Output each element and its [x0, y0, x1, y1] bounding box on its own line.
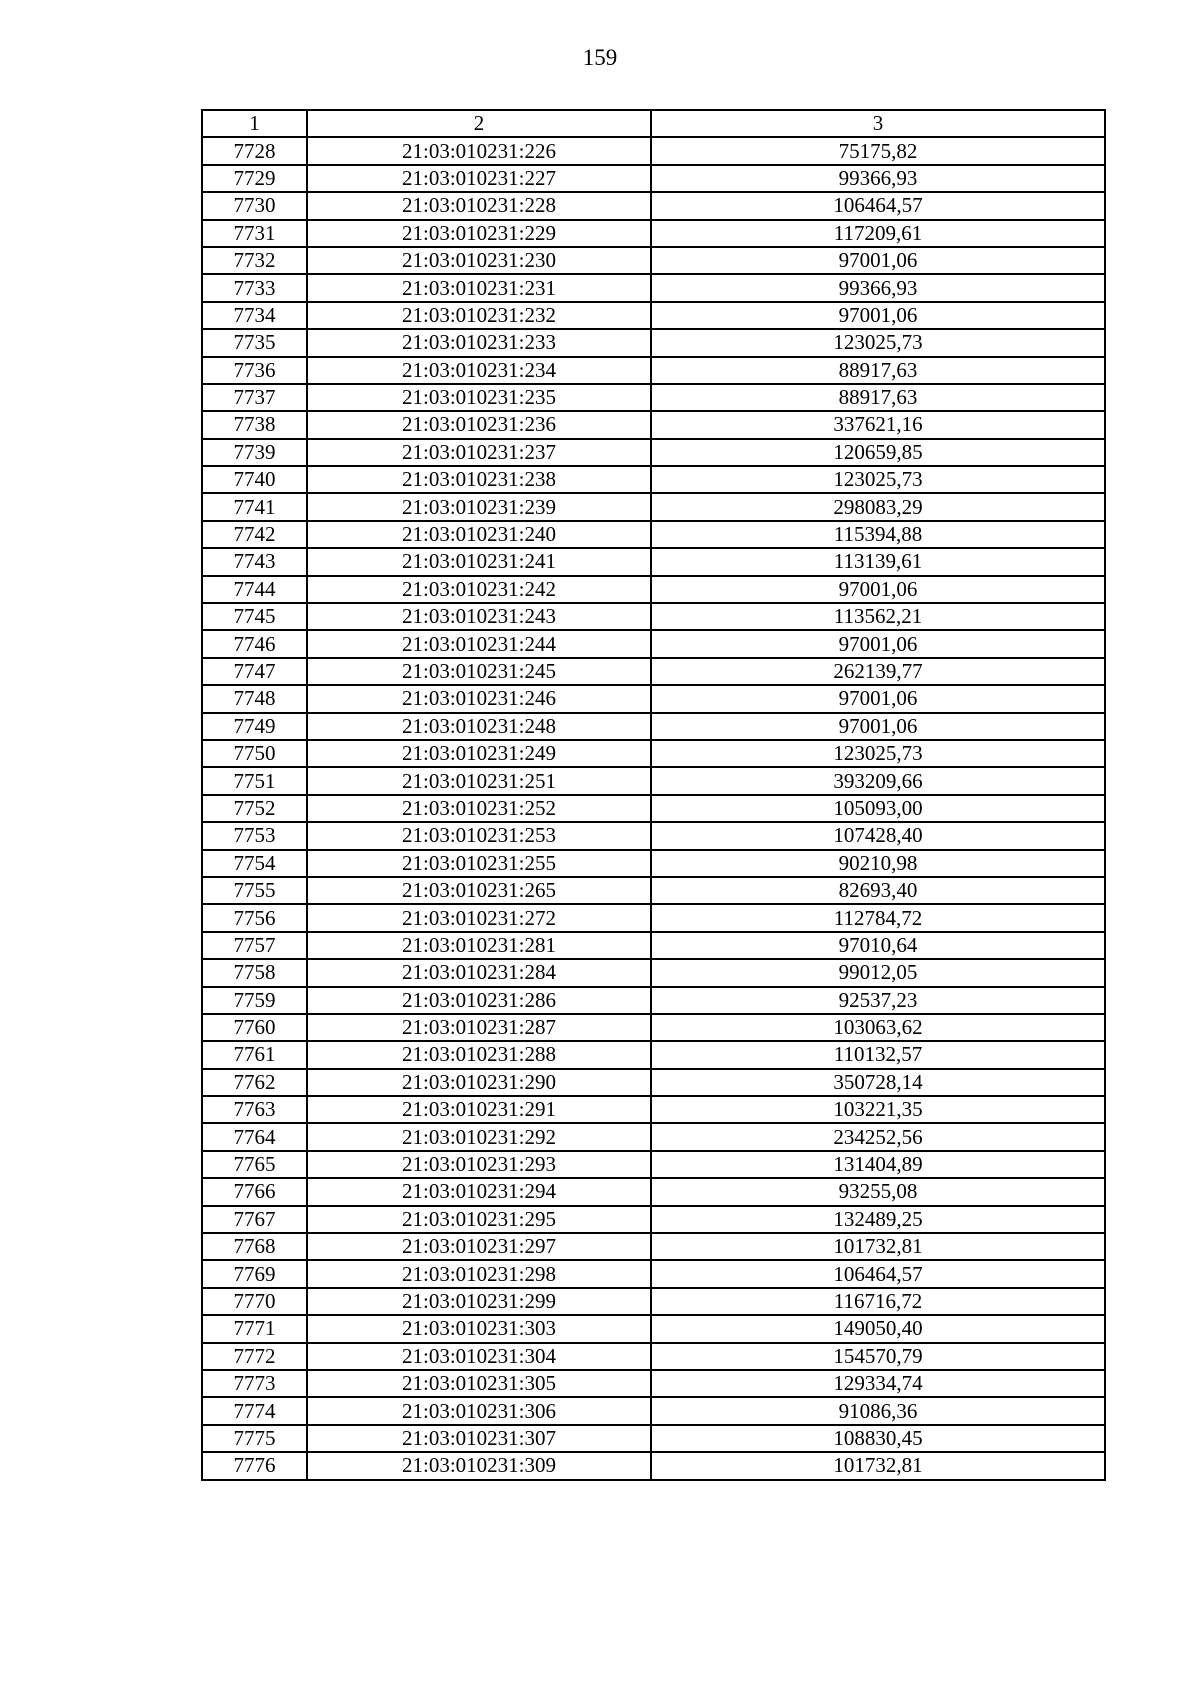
table-row [202, 822, 1105, 849]
table-row [202, 493, 1105, 520]
table-row [202, 1343, 1105, 1370]
cadastral-number-cell: 21:03:010231:306 [307, 1397, 651, 1424]
value-cell: 123025,73 [651, 740, 1105, 767]
row-number-cell: 7739 [202, 439, 307, 466]
header-col-1: 1 [202, 110, 307, 137]
value-cell: 131404,89 [651, 1151, 1105, 1178]
cadastral-number-cell: 21:03:010231:303 [307, 1315, 651, 1342]
cadastral-number-cell: 21:03:010231:239 [307, 493, 651, 520]
row-number-cell: 7728 [202, 137, 307, 164]
table-row [202, 1425, 1105, 1452]
cadastral-number-cell: 21:03:010231:240 [307, 521, 651, 548]
value-cell: 90210,98 [651, 850, 1105, 877]
cadastral-number-cell: 21:03:010231:291 [307, 1096, 651, 1123]
row-number-cell: 7749 [202, 713, 307, 740]
table-row [202, 329, 1105, 356]
value-cell: 337621,16 [651, 411, 1105, 438]
cadastral-number-cell: 21:03:010231:234 [307, 357, 651, 384]
cadastral-number-cell: 21:03:010231:288 [307, 1041, 651, 1068]
value-cell: 120659,85 [651, 439, 1105, 466]
cadastral-number-cell: 21:03:010231:229 [307, 220, 651, 247]
row-number-cell: 7746 [202, 630, 307, 657]
cadastral-number-cell: 21:03:010231:295 [307, 1206, 651, 1233]
table-row [202, 1069, 1105, 1096]
header-col-3: 3 [651, 110, 1105, 137]
cadastral-number-cell: 21:03:010231:233 [307, 329, 651, 356]
table-row [202, 904, 1105, 931]
row-number-cell: 7735 [202, 329, 307, 356]
value-cell: 101732,81 [651, 1452, 1105, 1479]
row-number-cell: 7742 [202, 521, 307, 548]
row-number-cell: 7744 [202, 576, 307, 603]
row-number-cell: 7762 [202, 1069, 307, 1096]
cadastral-number-cell: 21:03:010231:226 [307, 137, 651, 164]
value-cell: 91086,36 [651, 1397, 1105, 1424]
cadastral-number-cell: 21:03:010231:228 [307, 192, 651, 219]
data-table [201, 109, 1106, 1481]
value-cell: 97001,06 [651, 713, 1105, 740]
row-number-cell: 7758 [202, 959, 307, 986]
table-row [202, 1096, 1105, 1123]
row-number-cell: 7767 [202, 1206, 307, 1233]
row-number-cell: 7765 [202, 1151, 307, 1178]
row-number-cell: 7751 [202, 767, 307, 794]
table-row [202, 1014, 1105, 1041]
value-cell: 129334,74 [651, 1370, 1105, 1397]
value-cell: 234252,56 [651, 1123, 1105, 1150]
row-number-cell: 7770 [202, 1288, 307, 1315]
value-cell: 132489,25 [651, 1206, 1105, 1233]
table-row [202, 220, 1105, 247]
value-cell: 123025,73 [651, 466, 1105, 493]
table-row [202, 1151, 1105, 1178]
row-number-cell: 7769 [202, 1260, 307, 1287]
cadastral-number-cell: 21:03:010231:292 [307, 1123, 651, 1150]
value-cell: 88917,63 [651, 384, 1105, 411]
cadastral-number-cell: 21:03:010231:284 [307, 959, 651, 986]
row-number-cell: 7752 [202, 795, 307, 822]
table-row [202, 740, 1105, 767]
value-cell: 97001,06 [651, 576, 1105, 603]
cadastral-number-cell: 21:03:010231:238 [307, 466, 651, 493]
row-number-cell: 7756 [202, 904, 307, 931]
cadastral-number-cell: 21:03:010231:249 [307, 740, 651, 767]
header-row [202, 110, 1105, 137]
table-row [202, 877, 1105, 904]
row-number-cell: 7757 [202, 932, 307, 959]
value-cell: 107428,40 [651, 822, 1105, 849]
value-cell: 123025,73 [651, 329, 1105, 356]
row-number-cell: 7731 [202, 220, 307, 247]
cadastral-number-cell: 21:03:010231:253 [307, 822, 651, 849]
table-row [202, 1260, 1105, 1287]
value-cell: 112784,72 [651, 904, 1105, 931]
row-number-cell: 7755 [202, 877, 307, 904]
row-number-cell: 7736 [202, 357, 307, 384]
cadastral-number-cell: 21:03:010231:227 [307, 165, 651, 192]
value-cell: 154570,79 [651, 1343, 1105, 1370]
cadastral-number-cell: 21:03:010231:255 [307, 850, 651, 877]
table-row [202, 357, 1105, 384]
table-row [202, 1206, 1105, 1233]
cadastral-number-cell: 21:03:010231:307 [307, 1425, 651, 1452]
table-row [202, 932, 1105, 959]
table-row [202, 658, 1105, 685]
table-row [202, 165, 1105, 192]
value-cell: 99366,93 [651, 274, 1105, 301]
table-row [202, 548, 1105, 575]
value-cell: 97001,06 [651, 302, 1105, 329]
cadastral-number-cell: 21:03:010231:231 [307, 274, 651, 301]
table-row [202, 1397, 1105, 1424]
row-number-cell: 7763 [202, 1096, 307, 1123]
table-row [202, 1370, 1105, 1397]
value-cell: 97001,06 [651, 630, 1105, 657]
cadastral-number-cell: 21:03:010231:298 [307, 1260, 651, 1287]
row-number-cell: 7740 [202, 466, 307, 493]
row-number-cell: 7745 [202, 603, 307, 630]
row-number-cell: 7766 [202, 1178, 307, 1205]
value-cell: 99366,93 [651, 165, 1105, 192]
row-number-cell: 7759 [202, 987, 307, 1014]
table-body [202, 137, 1105, 1479]
value-cell: 106464,57 [651, 1260, 1105, 1287]
row-number-cell: 7729 [202, 165, 307, 192]
cadastral-number-cell: 21:03:010231:245 [307, 658, 651, 685]
value-cell: 115394,88 [651, 521, 1105, 548]
table-row [202, 1123, 1105, 1150]
value-cell: 106464,57 [651, 192, 1105, 219]
row-number-cell: 7733 [202, 274, 307, 301]
cadastral-number-cell: 21:03:010231:265 [307, 877, 651, 904]
cadastral-number-cell: 21:03:010231:236 [307, 411, 651, 438]
row-number-cell: 7750 [202, 740, 307, 767]
row-number-cell: 7774 [202, 1397, 307, 1424]
value-cell: 108830,45 [651, 1425, 1105, 1452]
table-row [202, 795, 1105, 822]
value-cell: 262139,77 [651, 658, 1105, 685]
value-cell: 113562,21 [651, 603, 1105, 630]
value-cell: 99012,05 [651, 959, 1105, 986]
value-cell: 117209,61 [651, 220, 1105, 247]
cadastral-number-cell: 21:03:010231:243 [307, 603, 651, 630]
row-number-cell: 7761 [202, 1041, 307, 1068]
table-row [202, 850, 1105, 877]
table-row [202, 439, 1105, 466]
cadastral-number-cell: 21:03:010231:241 [307, 548, 651, 575]
cadastral-number-cell: 21:03:010231:252 [307, 795, 651, 822]
table-row [202, 987, 1105, 1014]
value-cell: 393209,66 [651, 767, 1105, 794]
header-col-2: 2 [307, 110, 651, 137]
table-row [202, 274, 1105, 301]
row-number-cell: 7760 [202, 1014, 307, 1041]
table-row [202, 1315, 1105, 1342]
cadastral-number-cell: 21:03:010231:281 [307, 932, 651, 959]
table-row [202, 137, 1105, 164]
value-cell: 101732,81 [651, 1233, 1105, 1260]
table-row [202, 630, 1105, 657]
cadastral-number-cell: 21:03:010231:293 [307, 1151, 651, 1178]
cadastral-number-cell: 21:03:010231:304 [307, 1343, 651, 1370]
row-number-cell: 7776 [202, 1452, 307, 1479]
cadastral-number-cell: 21:03:010231:232 [307, 302, 651, 329]
value-cell: 350728,14 [651, 1069, 1105, 1096]
value-cell: 103221,35 [651, 1096, 1105, 1123]
row-number-cell: 7738 [202, 411, 307, 438]
cadastral-number-cell: 21:03:010231:297 [307, 1233, 651, 1260]
cadastral-number-cell: 21:03:010231:251 [307, 767, 651, 794]
table-row [202, 466, 1105, 493]
cadastral-number-cell: 21:03:010231:235 [307, 384, 651, 411]
row-number-cell: 7772 [202, 1343, 307, 1370]
value-cell: 105093,00 [651, 795, 1105, 822]
cadastral-number-cell: 21:03:010231:242 [307, 576, 651, 603]
table-row [202, 1041, 1105, 1068]
cadastral-number-cell: 21:03:010231:290 [307, 1069, 651, 1096]
table-row [202, 603, 1105, 630]
value-cell: 75175,82 [651, 137, 1105, 164]
row-number-cell: 7775 [202, 1425, 307, 1452]
table-row [202, 713, 1105, 740]
table-row [202, 1288, 1105, 1315]
value-cell: 298083,29 [651, 493, 1105, 520]
cadastral-number-cell: 21:03:010231:248 [307, 713, 651, 740]
table-row [202, 959, 1105, 986]
row-number-cell: 7730 [202, 192, 307, 219]
row-number-cell: 7747 [202, 658, 307, 685]
table-row [202, 384, 1105, 411]
row-number-cell: 7771 [202, 1315, 307, 1342]
row-number-cell: 7743 [202, 548, 307, 575]
table-row [202, 767, 1105, 794]
value-cell: 113139,61 [651, 548, 1105, 575]
cadastral-number-cell: 21:03:010231:246 [307, 685, 651, 712]
row-number-cell: 7753 [202, 822, 307, 849]
table-row [202, 1233, 1105, 1260]
cadastral-number-cell: 21:03:010231:230 [307, 247, 651, 274]
cadastral-number-cell: 21:03:010231:287 [307, 1014, 651, 1041]
cadastral-number-cell: 21:03:010231:286 [307, 987, 651, 1014]
table-row [202, 302, 1105, 329]
table-row [202, 247, 1105, 274]
row-number-cell: 7754 [202, 850, 307, 877]
table-row [202, 521, 1105, 548]
value-cell: 97001,06 [651, 685, 1105, 712]
cadastral-number-cell: 21:03:010231:305 [307, 1370, 651, 1397]
row-number-cell: 7732 [202, 247, 307, 274]
cadastral-number-cell: 21:03:010231:237 [307, 439, 651, 466]
page-number: 159 [582, 45, 618, 70]
row-number-cell: 7748 [202, 685, 307, 712]
row-number-cell: 7737 [202, 384, 307, 411]
row-number-cell: 7773 [202, 1370, 307, 1397]
value-cell: 149050,40 [651, 1315, 1105, 1342]
value-cell: 88917,63 [651, 357, 1105, 384]
value-cell: 97001,06 [651, 247, 1105, 274]
value-cell: 110132,57 [651, 1041, 1105, 1068]
value-cell: 97010,64 [651, 932, 1105, 959]
table-row [202, 411, 1105, 438]
row-number-cell: 7768 [202, 1233, 307, 1260]
cadastral-number-cell: 21:03:010231:294 [307, 1178, 651, 1205]
table-row [202, 1178, 1105, 1205]
table-row [202, 685, 1105, 712]
cadastral-number-cell: 21:03:010231:272 [307, 904, 651, 931]
value-cell: 82693,40 [651, 877, 1105, 904]
row-number-cell: 7734 [202, 302, 307, 329]
cadastral-number-cell: 21:03:010231:244 [307, 630, 651, 657]
value-cell: 116716,72 [651, 1288, 1105, 1315]
value-cell: 103063,62 [651, 1014, 1105, 1041]
cadastral-number-cell: 21:03:010231:299 [307, 1288, 651, 1315]
table-row [202, 1452, 1105, 1479]
table-header [202, 110, 1105, 137]
row-number-cell: 7764 [202, 1123, 307, 1150]
value-cell: 93255,08 [651, 1178, 1105, 1205]
table-row [202, 192, 1105, 219]
row-number-cell: 7741 [202, 493, 307, 520]
cadastral-number-cell: 21:03:010231:309 [307, 1452, 651, 1479]
value-cell: 92537,23 [651, 987, 1105, 1014]
table-row [202, 576, 1105, 603]
